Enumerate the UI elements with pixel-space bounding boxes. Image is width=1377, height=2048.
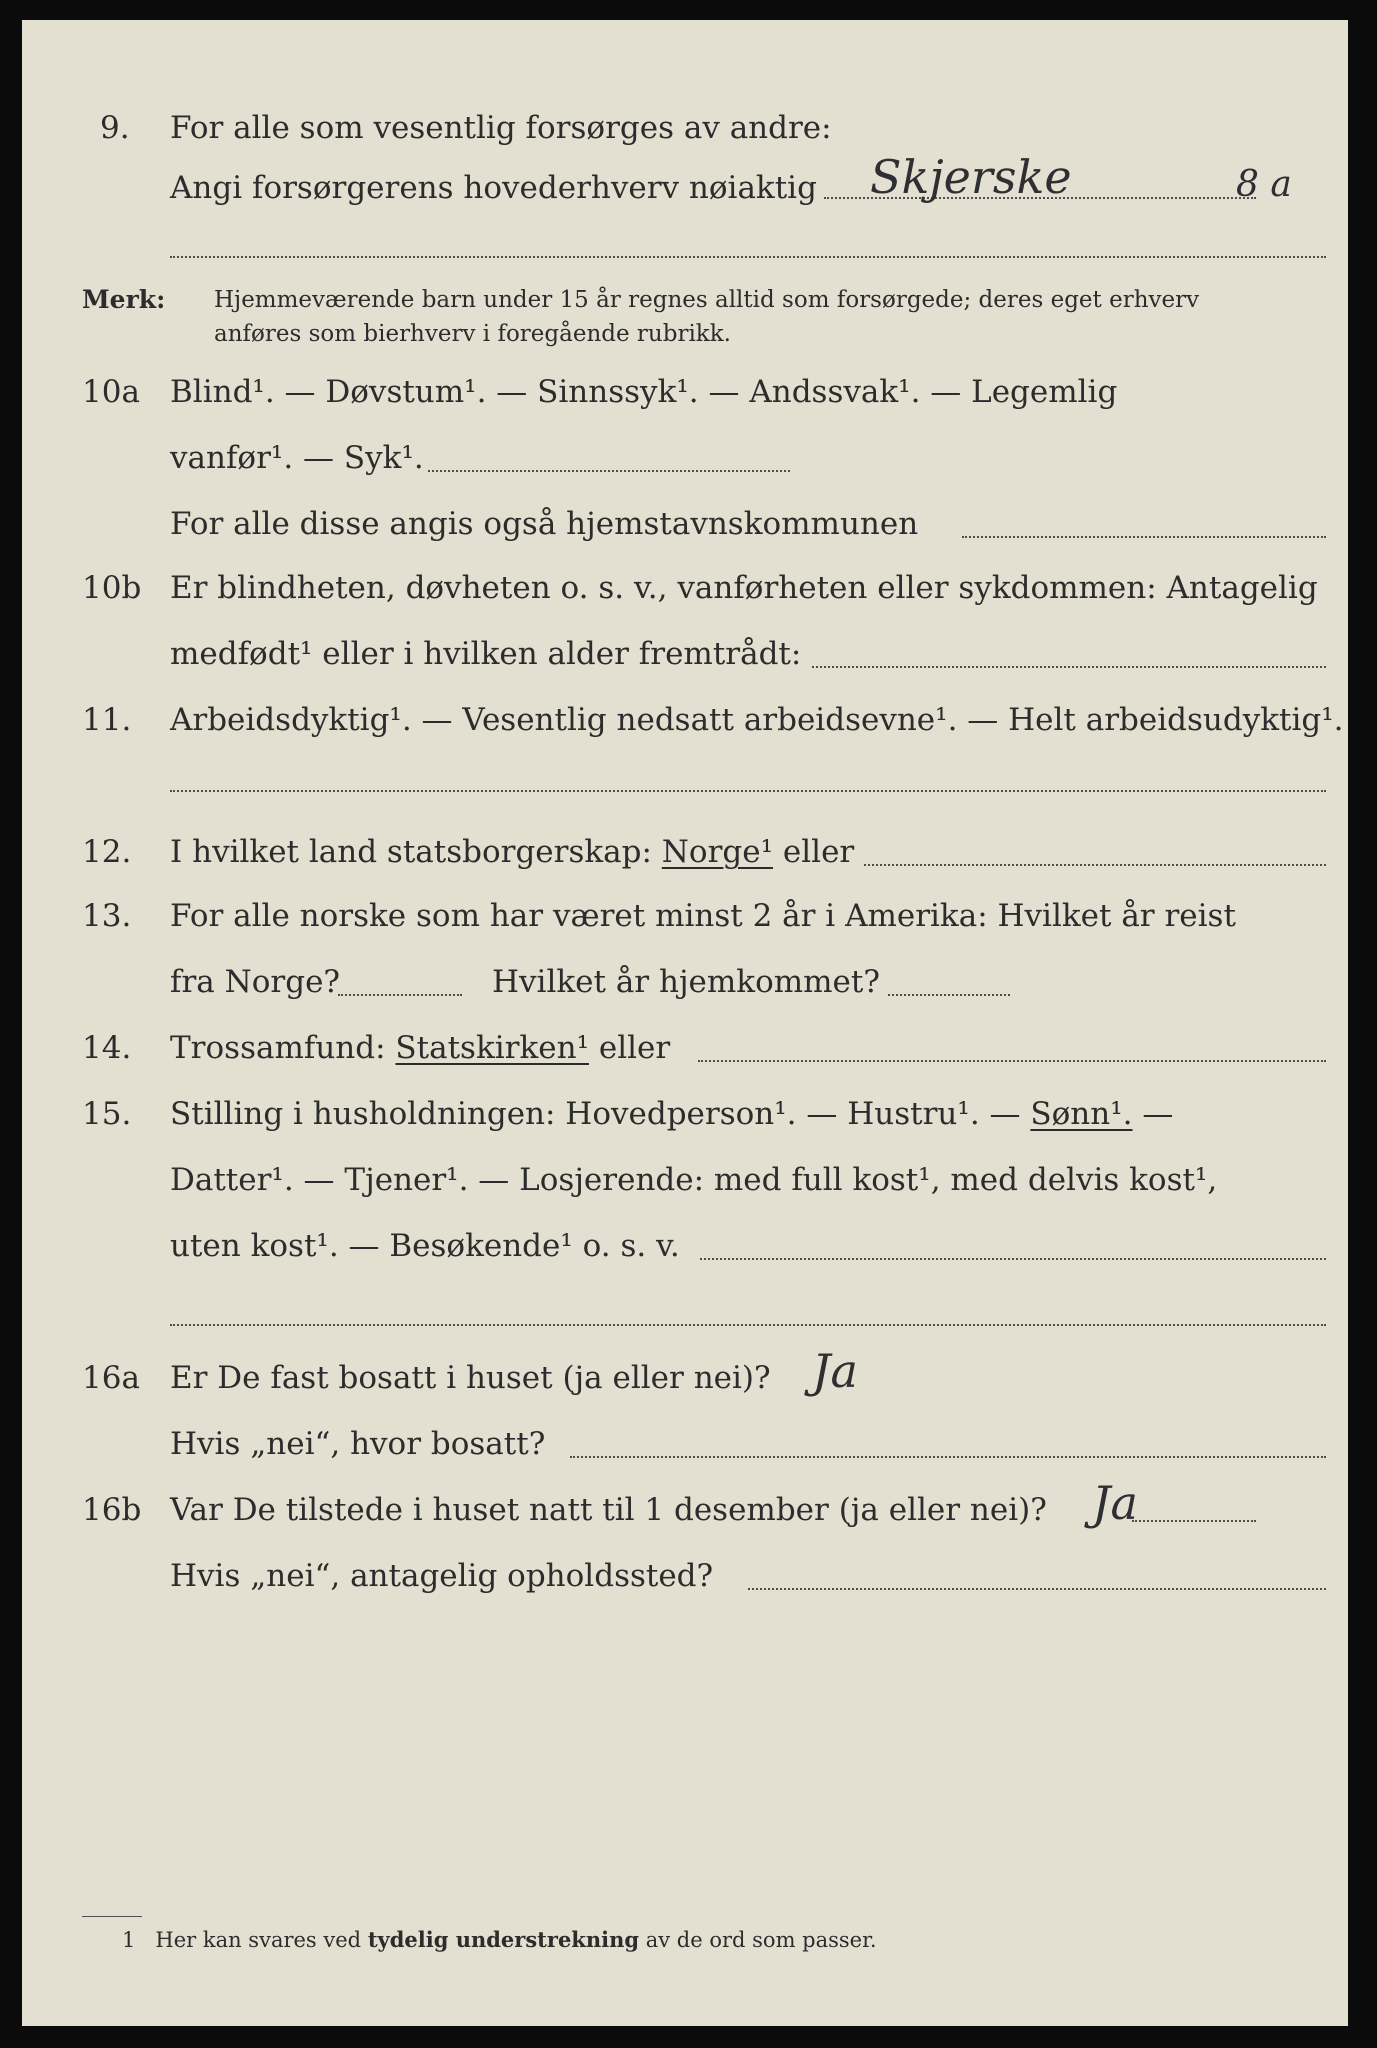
q16b-line2: Hvis „nei“, antagelig opholdssted? [170,1558,714,1594]
q14-line [170,1028,670,1068]
q12-prefix: I hvilket land statsborgerskap: [170,834,652,870]
q13-line2b: Hvilket år hjemkommet? [492,964,880,1000]
q10a-number: 10a [82,374,140,410]
q13-reist-line [338,994,462,996]
q12-suffix: eller [782,834,855,870]
q14-statskirken-underlined: Statskirken¹ [395,1030,589,1066]
q10a-syk-line [428,470,790,472]
q14-number: 14. [82,1030,132,1066]
q14-prefix: Trossamfund: [170,1030,386,1066]
q10b-number: 10b [82,570,142,606]
q15-line1-suffix: — [1142,1096,1174,1132]
q9-handwritten-answer: Skjerske [870,150,1072,204]
merk-line1: Hjemmeværende barn under 15 år regnes alltid som forsørgede; deres eget erhverv [214,287,1200,313]
q15-line1 [170,1094,1173,1134]
q13-number: 13. [82,898,132,934]
q9-line1: For alle som vesentlig forsørges av andre: [170,110,832,146]
q16b-number: 16b [82,1492,142,1528]
q14-answer-line [698,1060,1326,1062]
q11-answer-line [170,790,1326,792]
q10a-line3: For alle disse angis også hjemstavnskommunen [170,506,919,542]
q13-hjemkommet-line [888,994,1010,996]
q15-extra-line [170,1324,1326,1326]
q16b-line1: Var De tilstede i huset natt til 1 desember (ja eller nei)? [170,1492,1047,1528]
q16a-line1: Er De fast bosatt i huset (ja eller nei)? [170,1360,771,1396]
q15-line3: uten kost¹. — Besøkende¹ o. s. v. [170,1228,680,1264]
q12-norge-underlined: Norge¹ [661,834,774,870]
q16b-opholdssted-line [748,1588,1326,1590]
q16a-handwritten-answer: Ja [812,1344,858,1398]
q15-answer-line [700,1258,1326,1260]
q10a-line2: vanfør¹. — Syk¹. [170,440,424,476]
q12-answer-line [864,864,1326,866]
footnote-text-c: av de ord som passer. [645,1928,877,1952]
q10a-hjemstavn-line [962,536,1326,538]
q9-handwritten-note: 8 a [1236,164,1292,205]
footnote-text-a: Her kan svares ved [155,1928,362,1952]
q10b-answer-line [812,666,1326,668]
q16b-handwritten-answer: Ja [1092,1476,1138,1530]
q13-line1: For alle norske som har været minst 2 år i Amerika: Hvilket år reist [170,898,1236,934]
q15-line1-prefix: Stilling i husholdningen: Hovedperson¹. — Hustru¹. — [170,1096,1021,1132]
census-form-page [22,20,1348,2026]
merk-line2: anføres som bierhverv i foregående rubrikk. [214,321,731,347]
q11-number: 11. [82,702,132,738]
q16a-line2: Hvis „nei“, hvor bosatt? [170,1426,546,1462]
q9-line2: Angi forsørgerens hovederhverv nøiaktig [170,170,817,206]
q16b-answer-line [1132,1520,1256,1522]
footnote-marker: 1 [122,1928,136,1952]
footnote-rule [82,1916,142,1917]
q15-line2: Datter¹. — Tjener¹. — Losjerende: med full kost¹, med delvis kost¹, [170,1162,1218,1198]
footnote-text-b: tydelig understrekning [367,1927,640,1952]
q16a-number: 16a [82,1360,140,1396]
q10b-line2: medfødt¹ eller i hvilken alder fremtrådt: [170,636,802,672]
q14-suffix: eller [598,1030,671,1066]
q13-line2a: fra Norge? [170,964,341,1000]
q12-line [170,832,854,872]
merk-label: Merk: [82,285,166,314]
q12-number: 12. [82,834,132,870]
footnote [122,1926,877,1954]
q15-number: 15. [82,1096,132,1132]
q11-line1: Arbeidsdyktig¹. — Vesentlig nedsatt arbeidsevne¹. — Helt arbeidsudyktig¹. [170,702,1344,738]
q10a-line1: Blind¹. — Døvstum¹. — Sinnssyk¹. — Andssvak¹. — Legemlig [170,374,1118,410]
q15-sonn-underlined: Sønn¹. [1030,1096,1133,1132]
q9-extra-line [170,256,1326,258]
q16a-answer-line [570,1456,1326,1458]
q9-number: 9. [100,110,130,146]
q10b-line1: Er blindheten, døvheten o. s. v., vanførheten eller sykdommen: Antagelig [170,570,1318,606]
